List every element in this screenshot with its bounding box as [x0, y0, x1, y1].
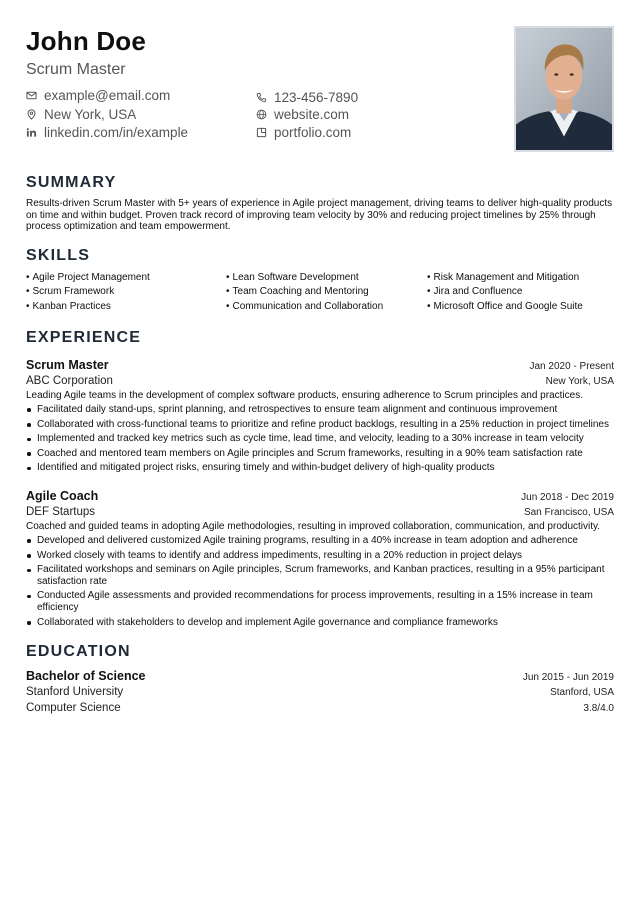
- job-location: San Francisco, USA: [523, 506, 614, 518]
- skill-item: • Scrum Framework: [26, 286, 226, 298]
- job-bullet: Implemented and tracked key metrics such as cycle time, lead time, and velocity, leading to a 30% increase in team velocity: [26, 433, 614, 445]
- edu-date: Jun 2015 - Jun 2019: [522, 672, 614, 684]
- education-heading: EDUCATION: [26, 643, 131, 661]
- edu-location: Stanford, USA: [550, 687, 614, 699]
- job-bullets: [26, 535, 614, 628]
- skill-item: • Risk Management and Mitigation: [427, 272, 617, 284]
- job-date: Jun 2018 - Dec 2019: [521, 491, 614, 503]
- education-section: [26, 642, 614, 716]
- job-bullet: Coached and mentored team members on Agile principles and Scrum frameworks, resulting in a 90% team satisfaction rate: [26, 448, 614, 460]
- portfolio-icon: [256, 127, 267, 138]
- portfolio-text: portfolio.com: [274, 124, 352, 140]
- job-entry: [26, 357, 614, 474]
- contact-website[interactable]: [256, 105, 349, 123]
- skill-item: • Team Coaching and Mentoring: [226, 286, 427, 298]
- mail-icon: [26, 90, 37, 101]
- linkedin-icon: [26, 127, 37, 138]
- summary-section: [26, 173, 614, 233]
- job-company: DEF Startups: [26, 505, 96, 518]
- job-location: New York, USA: [545, 375, 614, 387]
- email-text: example@email.com: [44, 87, 171, 103]
- job-entry: [26, 488, 614, 628]
- candidate-name: John Doe: [26, 26, 147, 56]
- edu-field: Computer Science: [26, 702, 121, 715]
- edu-school: Stanford University: [26, 686, 124, 699]
- job-bullet: Facilitated daily stand-ups, sprint planning, and retrospectives to ensure team alignment and continuous improvement: [26, 404, 614, 416]
- contact-email[interactable]: [26, 86, 170, 104]
- edu-degree: Bachelor of Science: [26, 669, 146, 684]
- contact-phone[interactable]: [256, 88, 358, 106]
- experience-section: [26, 328, 614, 628]
- job-description: Coached and guided teams in adopting Agile methodologies, resulting in improved collaboration, communication, and productivity.: [26, 520, 601, 532]
- contact-location: [26, 105, 136, 123]
- skill-item: • Jira and Confluence: [427, 286, 617, 298]
- resume-header: [26, 26, 614, 161]
- job-description: Leading Agile teams in the development of complex software products, ensuring adherence to Scrum principles and practices.: [26, 389, 583, 401]
- job-title: Agile Coach: [26, 488, 99, 503]
- candidate-role: Scrum Master: [26, 61, 126, 78]
- job-bullet: Collaborated with cross-functional teams to prioritize and refine product backlogs, resulting in a 25% reduction in project timelines: [26, 419, 614, 431]
- experience-heading: EXPERIENCE: [26, 328, 142, 346]
- edu-gpa: 3.8/4.0: [583, 703, 614, 715]
- contact-portfolio[interactable]: [256, 123, 351, 141]
- skill-item: • Lean Software Development: [226, 272, 427, 284]
- skill-item: • Communication and Collaboration: [226, 301, 427, 313]
- skills-list: [26, 272, 614, 313]
- summary-text: Results-driven Scrum Master with 5+ years of experience in Agile project management, driving teams to deliver high-quality products on time and within budget. Proven track record of improving team velocity by 30% and reducing project timelines by 25% through process optimization and team empowerment.: [26, 198, 613, 233]
- linkedin-text: linkedin.com/in/example: [44, 124, 189, 140]
- contact-linkedin[interactable]: [26, 123, 188, 141]
- job-bullet: Conducted Agile assessments and provided recommendations for process improvements, resulting in a 15% increase in team efficiency: [26, 590, 614, 613]
- skills-section: [26, 246, 614, 313]
- location-text: New York, USA: [44, 106, 137, 122]
- job-bullet: Facilitated workshops and seminars on Agile principles, Scrum frameworks, and Kanban practices, resulting in a 95% participant satisfaction rate: [26, 564, 614, 587]
- location-pin-icon: [26, 109, 37, 120]
- education-entry: [26, 668, 614, 716]
- skill-item: • Agile Project Management: [26, 272, 226, 284]
- job-company: ABC Corporation: [26, 374, 113, 387]
- skill-item: • Microsoft Office and Google Suite: [427, 301, 617, 313]
- job-bullet: Identified and mitigated project risks, ensuring timely and within-budget delivery of high-quality products: [26, 462, 614, 474]
- phone-text: 123-456-7890: [274, 89, 359, 105]
- job-bullets: [26, 404, 614, 474]
- job-bullet: Worked closely with teams to identify and address impediments, resulting in a 20% reduction in project delays: [26, 550, 614, 562]
- profile-photo: [514, 26, 614, 152]
- skill-item: • Kanban Practices: [26, 301, 226, 313]
- job-bullet: Developed and delivered customized Agile training programs, resulting in a 40% increase in team adoption and adherence: [26, 535, 614, 547]
- skills-heading: SKILLS: [26, 246, 91, 264]
- globe-icon: [256, 109, 267, 120]
- website-text: website.com: [274, 106, 350, 122]
- job-title: Scrum Master: [26, 357, 109, 372]
- job-date: Jan 2020 - Present: [529, 360, 614, 372]
- job-bullet: Collaborated with stakeholders to develop and implement Agile governance and compliance frameworks: [26, 617, 614, 629]
- phone-icon: [256, 92, 267, 103]
- summary-heading: SUMMARY: [26, 174, 117, 191]
